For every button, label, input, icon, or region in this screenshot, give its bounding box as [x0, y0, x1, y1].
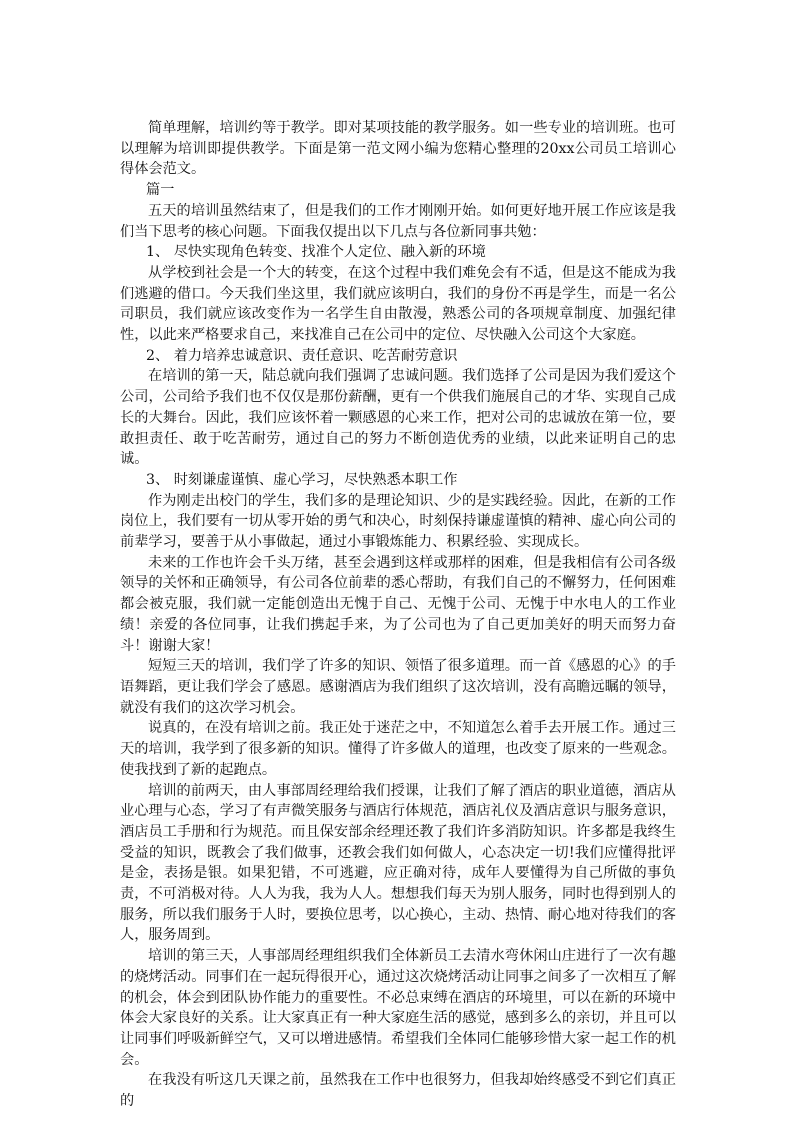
intro-paragraph: 简单理解，培训约等于教学。即对某项技能的教学服务。如一些专业的培训班。也可以理解为培训即提供教学。下面是第一范文网小编为您精心整理的20xx公司员工培训心得体会范文。	[120, 120, 676, 178]
section-heading: 篇一	[146, 182, 175, 199]
body-paragraph: 作为刚走出校门的学生，我们多的是理论知识、少的是实践经验。因此，在新的工作岗位上，我们要有一切从零开始的勇气和决心，时刻保持谦虚谨慎的精神、虚心向公司的前辈学习，要善于从小事做起，通过小事锻炼能力、积累经验、实现成长。	[120, 492, 676, 551]
document-page	[120, 118, 676, 1112]
body-paragraph: 五天的培训虽然结束了，但是我们的工作才刚刚开始。如何更好地开展工作应该是我们当下思考的核心问题。下面我仅提出以下几点与各位新同事共勉：	[120, 202, 676, 240]
body-paragraph: 从学校到社会是一个大的转变，在这个过程中我们难免会有不适，但是这不能成为我们逃避的借口。今天我们坐这里，我们就应该明白，我们的身份不再是学生，而是一名公司职员，我们就应该改变作为一名学生自由散漫，熟悉公司的各项规章制度、加强纪律性，以此来严格要求自己，来找准自己在公司中的定位、尽快融入公司这个大家庭。	[120, 264, 676, 344]
numbered-heading-3: 3、 时刻谦虚谨慎、虚心学习，尽快熟悉本职工作	[146, 471, 458, 488]
body-paragraph: 短短三天的培训，我们学了许多的知识、领悟了很多道理。而一首《感恩的心》的手语舞蹈，更让我们学会了感恩。感谢酒店为我们组织了这次培训，没有高瞻远瞩的领导，就没有我们的这次学习机会。	[120, 658, 676, 716]
body-paragraph: 在培训的第一天，陆总就向我们强调了忠诚问题。我们选择了公司是因为我们爱这个公司，公司给予我们也不仅仅是那份薪酬，更有一个供我们施展自己的才华、实现自己成长的大舞台。因此，我们应该怀着一颗感恩的心来工作，把对公司的忠诚放在第一位，要敢担责任、敢于吃苦耐劳，通过自己的努力不断创造优秀的业绩，以此来证明自己的忠诚。	[120, 368, 676, 468]
numbered-heading-1: 1、 尽快实现角色转变、找准个人定位、融入新的环境	[146, 244, 486, 261]
body-paragraph: 在我没有听这几天课之前，虽然我在工作中也很努力，但我却始终感受不到它们真正的	[120, 1072, 676, 1110]
body-paragraph: 培训的第三天，人事部周经理组织我们全体新员工去清水弯休闲山庄进行了一次有趣的烧烤活动。同事们在一起玩得很开心，通过这次烧烤活动让同事之间多了一次相互了解的机会，体会到团队协作能力的重要性。不必总束缚在酒店的环境里，可以在新的环境中体会大家良好的关系。让大家真正有一种大家庭生活的感觉，感到多么的亲切，并且可以让同事们呼吸新鲜空气，又可以增进感情。希望我们全体同仁能够珍惜大家一起工作的机会。	[120, 948, 676, 1068]
body-paragraph: 未来的工作也许会千头万绪，甚至会遇到这样或那样的困难，但是我相信有公司各级领导的关怀和正确领导，有公司各位前辈的悉心帮助，有我们自己的不懈努力，任何困难都会被克服，我们就一定能创造出无愧于自己、无愧于公司、无愧于中水电人的工作业绩！亲爱的各位同事，让我们携起手来，为了公司也为了自己更加美好的明天而努力奋斗！谢谢大家！	[120, 554, 676, 654]
body-paragraph: 培训的前两天，由人事部周经理给我们授课，让我们了解了酒店的职业道德，酒店从业心理与心态，学习了有声微笑服务与酒店行体规范，酒店礼仪及酒店意识与服务意识，酒店员工手册和行为规范。而且保安部余经理还教了我们许多消防知识。许多都是我终生受益的知识，既教会了我们做事，还教会我们如何做人，心态决定一切!我们应懂得批评是金，表扬是银。如果犯错，不可逃避，应正确对待，成年人要懂得为自己所做的事负责，不可消极对待。人人为我，我为人人。想想我们每天为别人服务，同时也得到别人的服务，所以我们服务于人时，要换位思考，以心换心，主动、热情、耐心地对待我们的客人，服务周到。	[120, 782, 676, 944]
numbered-heading-2: 2、 着力培养忠诚意识、责任意识、吃苦耐劳意识	[146, 347, 458, 364]
body-paragraph: 说真的，在没有培训之前。我正处于迷茫之中，不知道怎么着手去开展工作。通过三天的培训，我学到了很多新的知识。懂得了许多做人的道理，也改变了原来的一些观念。使我找到了新的起跑点。	[120, 720, 676, 778]
